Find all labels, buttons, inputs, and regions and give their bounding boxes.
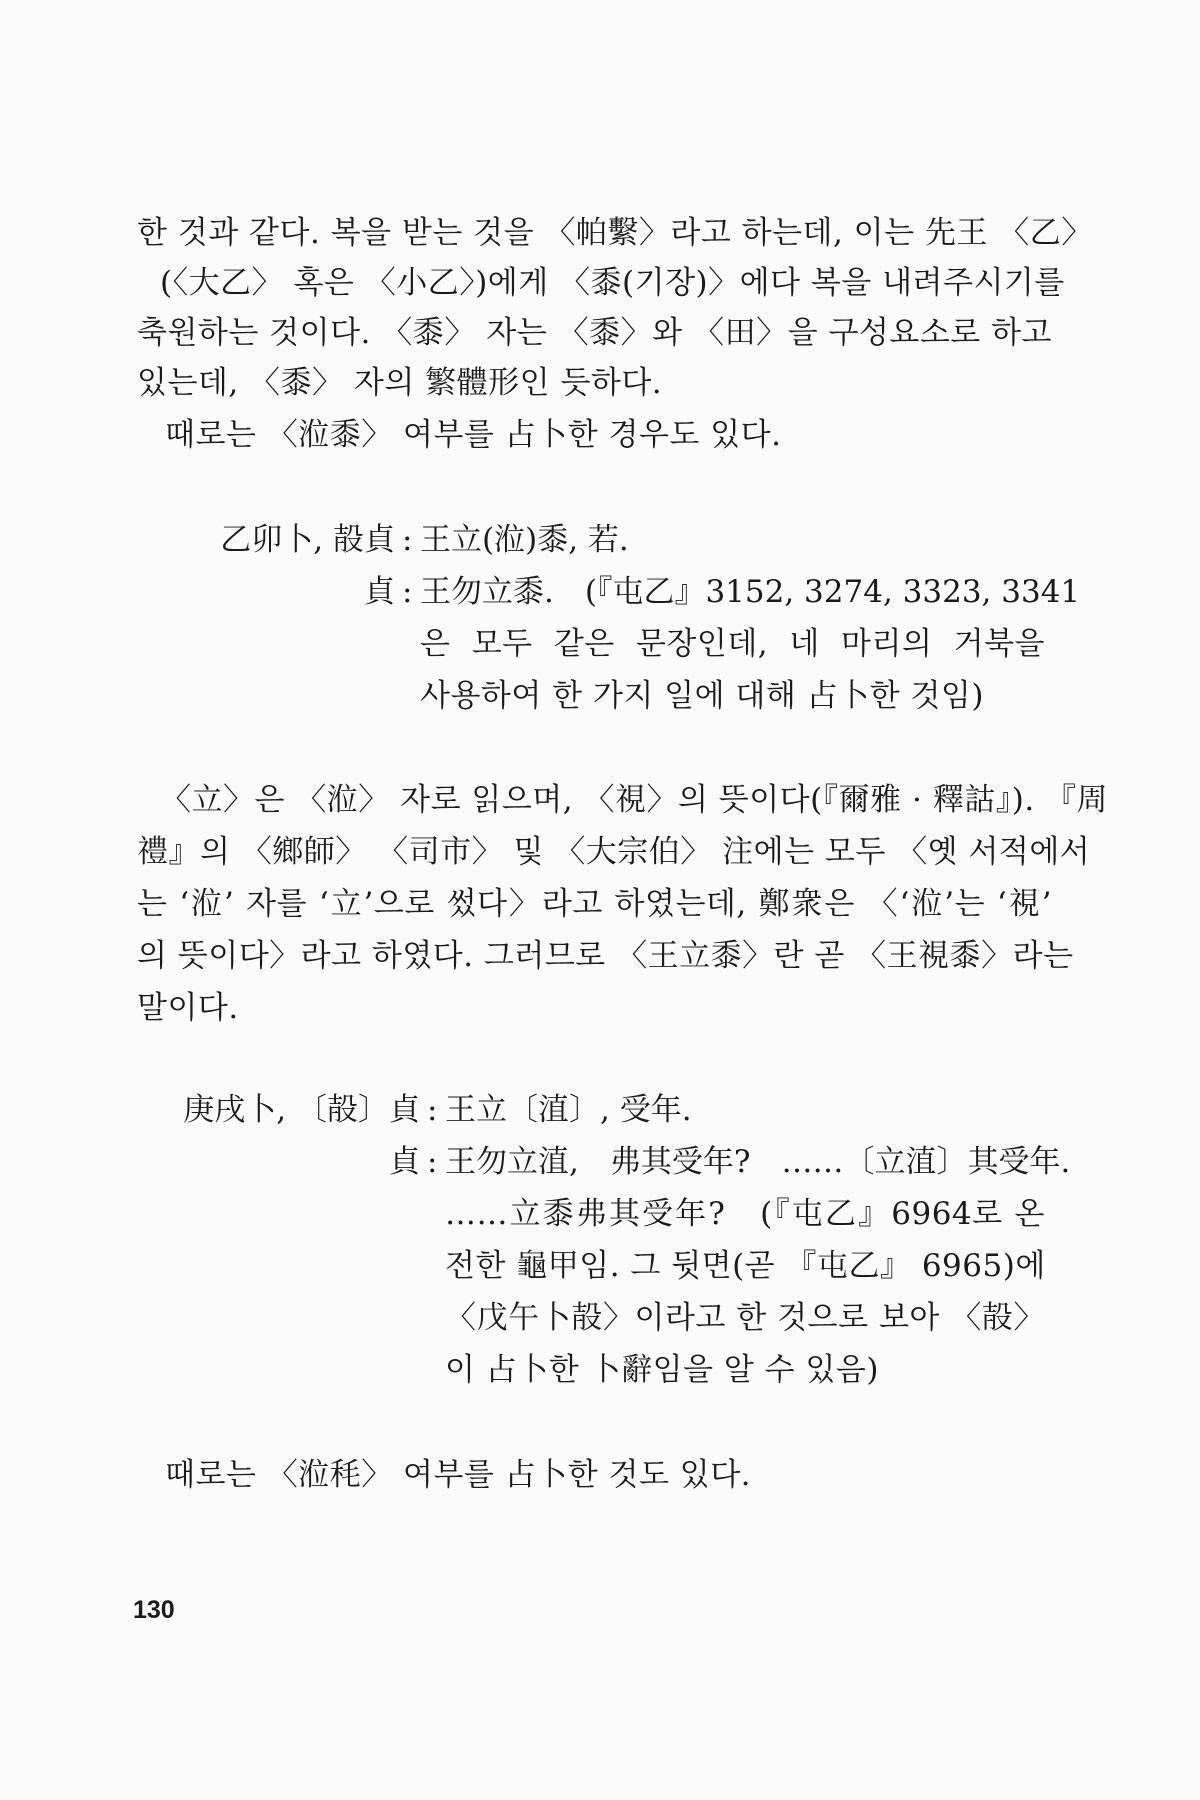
inscription-note-line: 전한 龜甲임. 그 뒷면(곧 『屯乙』 6965)에 [445, 1248, 1046, 1284]
inscription-colon: : [427, 1092, 438, 1128]
inscription-note-line: 이 占卜한 卜辭임을 알 수 있음) [445, 1352, 879, 1388]
inscription-label: 貞 [389, 1144, 420, 1180]
inscription-label: 乙卯卜, 㱿貞 [220, 522, 395, 558]
inscription-colon: : [402, 522, 413, 558]
inscription-note-line: 〈戊午卜㱿〉이라고 한 것으로 보아 〈㱿〉 [445, 1300, 1045, 1336]
inscription-note-line: 사용하여 한 가지 일에 대해 占卜한 것임) [420, 678, 984, 714]
page-number: 130 [133, 1596, 175, 1624]
paragraph-line: 축원하는 것이다. 〈黍〉 자는 〈黍〉와 〈田〉을 구성요소로 하고 [137, 315, 1052, 351]
inscription-text: 王立〔淔〕, 受年. [445, 1092, 692, 1128]
inscription-colon: : [402, 574, 413, 610]
inscription-label: 庚戌卜, 〔㱿〕貞 [183, 1092, 420, 1128]
paragraph-line: 말이다. [137, 990, 239, 1026]
paragraph-line: 는 ‘涖’ 자를 ‘立’으로 썼다〉라고 하였는데, 鄭衆은 〈‘涖’는 ‘視’ [137, 886, 1052, 922]
paragraph-line: (〈大乙〉 혹은 〈小乙〉)에게 〈黍(기장)〉에다 복을 내려주시기를 [160, 265, 1065, 301]
inscription-note-line: 은 모두 같은 문장인데, 네 마리의 거북을 [420, 626, 1045, 662]
inscription-text: 王勿立黍. (『屯乙』3152, 3274, 3323, 3341 [420, 574, 1081, 610]
paragraph-line: 때로는 〈涖秏〉 여부를 占卜한 것도 있다. [165, 1457, 752, 1493]
inscription-label: 貞 [364, 574, 395, 610]
paragraph-line: 있는데, 〈黍〉 자의 繁體形인 듯하다. [137, 365, 663, 401]
inscription-colon: : [427, 1144, 438, 1180]
paragraph-line: 禮』의 〈鄉師〉 〈司市〉 및 〈大宗伯〉 注에는 모두 〈옛 서적에서 [137, 834, 1091, 870]
inscription-text: 王立(涖)黍, 若. [420, 522, 629, 558]
paragraph-line: 때로는 〈涖黍〉 여부를 占卜한 경우도 있다. [165, 417, 782, 453]
inscription-text: 王勿立淔, 弗其受年? ……〔立淔〕其受年. [445, 1144, 1071, 1180]
paragraph-line: 〈立〉은 〈涖〉 자로 읽으며, 〈視〉의 뜻이다(『爾雅 · 釋詁』). 『周 [160, 782, 1109, 818]
inscription-note-line: ……立黍弗其受年? (『屯乙』6964로 온 [445, 1196, 1045, 1232]
paragraph-line: 의 뜻이다〉라고 하였다. 그러므로 〈王立黍〉란 곧 〈王視黍〉라는 [137, 938, 1074, 974]
paragraph-line: 한 것과 같다. 복을 받는 것을 〈帕繫〉라고 하는데, 이는 先王 〈乙〉 [137, 215, 1093, 251]
